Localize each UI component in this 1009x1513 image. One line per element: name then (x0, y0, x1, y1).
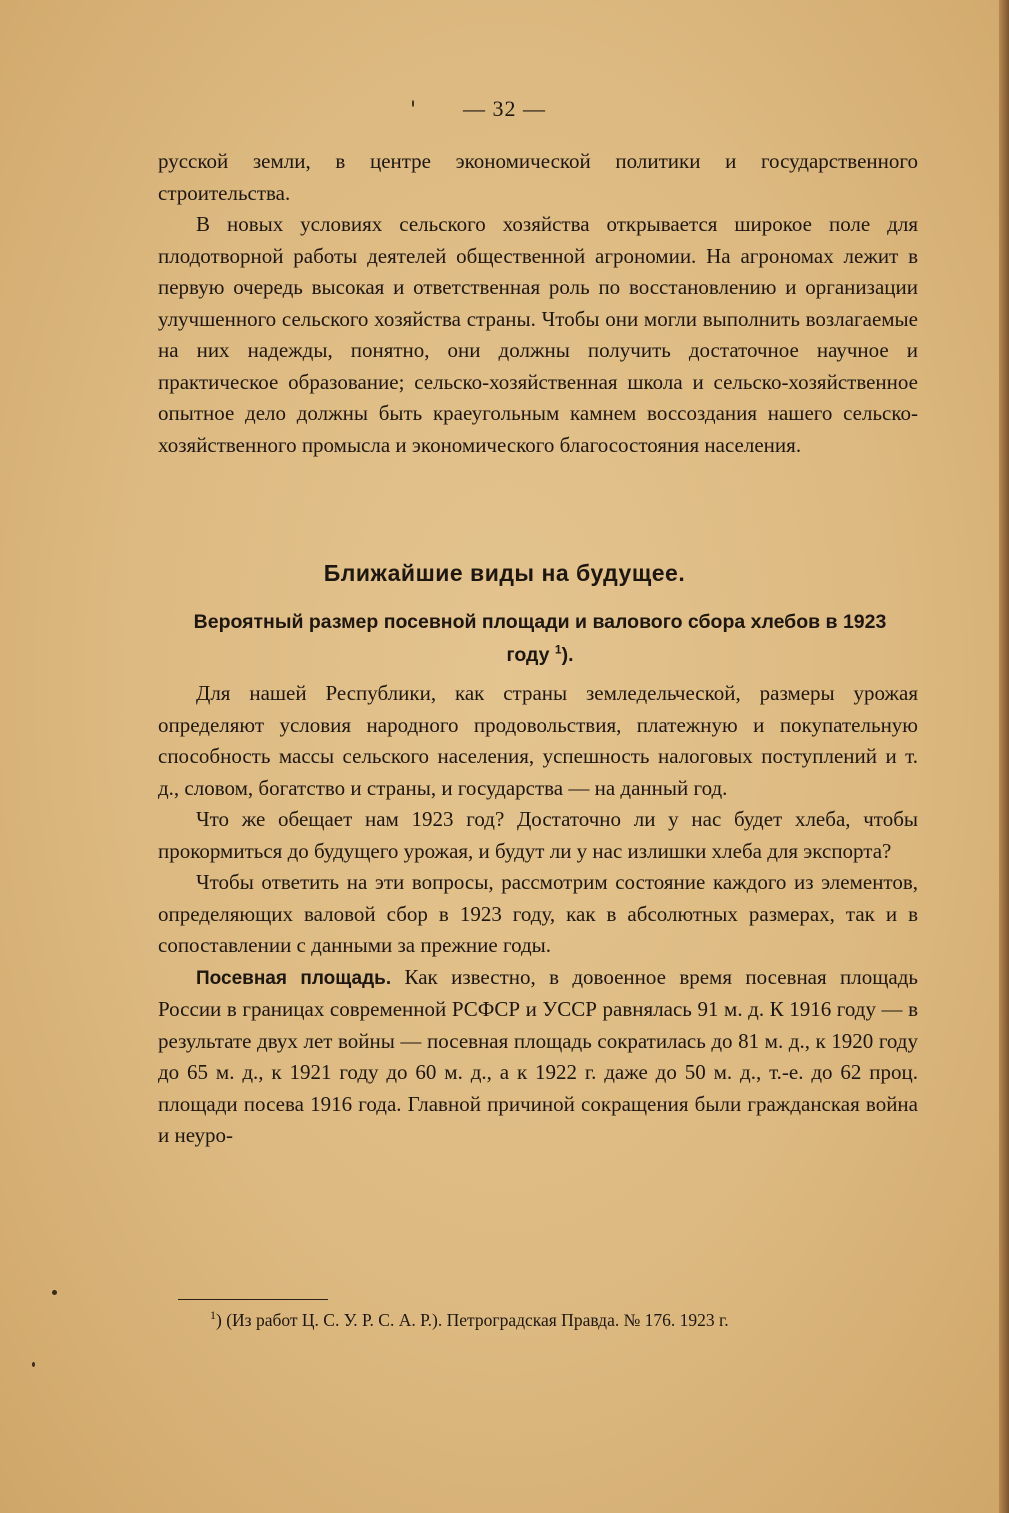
page-edge-shadow (999, 0, 1009, 1513)
subsection-title-end: ). (561, 644, 574, 666)
intro-paragraph-continuation: русской земли, в центре экономической политики и государственного строительства. (158, 149, 918, 205)
intro-text-block (158, 146, 918, 461)
footnote-divider (178, 1299, 328, 1300)
main-text-block (158, 678, 918, 1152)
section-title: Ближайшие виды на будущее. (323, 560, 686, 586)
intro-paragraph: В новых условиях сельского хозяйства открывается широкое поле для плодотворной работы деятелей общественной агрономии. На агрономах лежит в первую очередь высокая и ответственная роль по восстановлению и организации улучшенного сельского хозяйства страны. Чтобы они могли выполнить возлагаемые на них надежды, понятно, они должны получить достаточное научное и практическое образование; сельско-хозяйственная школа и сельско-хозяйственное опытное дело должны быть краеугольным камнем воссоздания нашего сельско-хозяйственного промысла и экономического благосостояния населения. (158, 212, 918, 457)
paper-speck (52, 1290, 57, 1295)
paper-speck (32, 1362, 35, 1367)
footnote (210, 1306, 930, 1334)
paragraph: Для нашей Республики, как страны земледельческой, размеры урожая определяют условия народного продовольствия, платежную и покупательную способность массы сельского населения, успешность налоговых поступлений и т. д., словом, богатство и страны, и государства — на данный год. (158, 681, 918, 800)
run-in-heading: Посевная площадь. (196, 967, 392, 989)
footnote-mark: 1 (210, 1308, 216, 1323)
paragraph-sown-area (158, 962, 918, 1152)
page-number: — 32 — (463, 96, 546, 121)
paragraph: Что же обещает нам 1923 год? Достаточно ли у нас будет хлеба, чтобы прокормиться до будущего урожая, и будут ли у нас излишки хлеба для экспорта? (158, 807, 918, 863)
paragraph: Чтобы ответить на эти вопросы, рассмотрим состояние каждого из элементов, определяющих валовой сбор в 1923 году, как в абсолютных размерах, так и в сопоставлении с данными за прежние годы. (158, 870, 918, 957)
paragraph-text: Как известно, в довоенное время посевная площадь России в границах современной РСФСР и УССР равнялась 91 м. д. К 1916 году — в результате двух лет войны — посевная площадь сократилась до 81 м. д., к 1920 году до 65 м. д., к 1921 году до 60 м. д., а к 1922 г. даже до 50 м. д., т.-е. до 62 проц. площади посева 1916 года. Главной причиной сокращения были гражданская война и неуро- (158, 964, 918, 1147)
subsection-title (160, 606, 920, 672)
footnote-reference-mark: 1 (554, 642, 562, 657)
footnote-text: ) (Из работ Ц. С. У. Р. С. А. Р.). Петроградская Правда. № 176. 1923 г. (216, 1310, 729, 1330)
subsection-title-text: Вероятный размер посевной площади и валового сбора хлебов в 1923 году (193, 611, 887, 666)
paper-speck (412, 100, 414, 107)
